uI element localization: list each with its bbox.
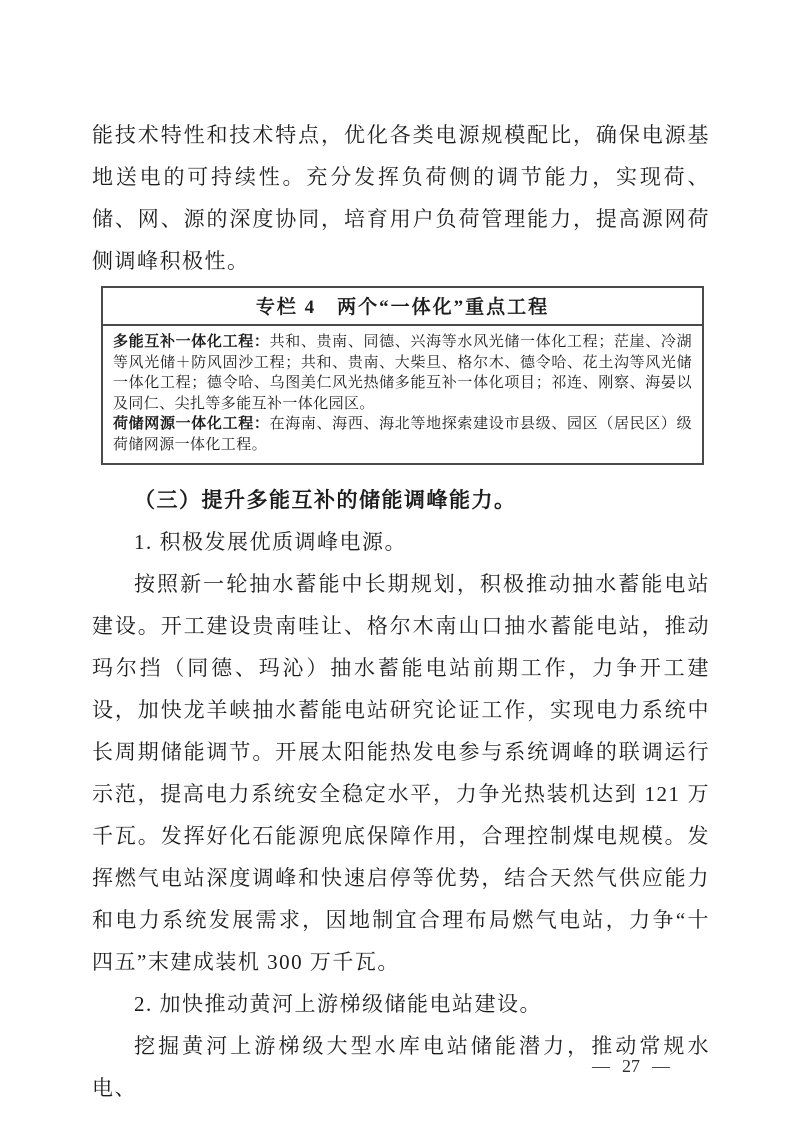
feature-box-title: 专栏 4 两个“一体化”重点工程 [103, 288, 702, 326]
paragraph-continuation: 能技术特性和技术特点，优化各类电源规模配比，确保电源基地送电的可持续性。充分发挥负荷侧的调节能力，实现荷、储、网、源的深度协同，培育用户负荷管理能力，提高源网荷侧调峰积极性。 [92, 123, 710, 273]
subheading-2: 2. 加快推动黄河上游梯级储能电站建设。 [134, 992, 542, 1016]
box-item-load-storage [113, 414, 692, 455]
paragraph-1: 按照新一轮抽水蓄能中长期规划，积极推动抽水蓄能电站建设。开工建设贵南哇让、格尔木南山口抽水蓄能电站，推动玛尔挡（同德、玛沁）抽水蓄能电站前期工作，力争开工建设，加快龙羊峡抽水蓄能电站研究论证工作，实现电力系统中长周期储能调节。开展太阳能热发电参与系统调峰的联调运行示范，提高电力系统安全稳定水平，力争光热装机达到 121 万千瓦。发挥好化石能源兜底保障作用，合理控制煤电规模。发挥燃气电站深度调峰和快速启停等优势，结合天然气供应能力和电力系统发展需求，因地制宜合理布局燃气电站，力争“十四五”末建成装机 300 万千瓦。 [92, 572, 710, 974]
footer-right-dash: — [652, 1056, 670, 1076]
box-item-load-storage-text: 在海南、海西、海北等地探索建设市县级、园区（居民区）级荷储网源一体化工程。 [113, 416, 692, 453]
box-item-multi-energy-text: 共和、贵南、同德、兴海等水风光储一体化工程；茫崖、冷湖等风光储＋防风固沙工程；共和、贵南、大柴旦、格尔木、德令哈、花土沟等风光储一体化工程；德令哈、乌图美仁风光热储多能互补一体化项目；祁连、刚察、海晏以及同仁、尖扎等多能互补一体化园区。 [113, 334, 692, 412]
box-item-multi-energy [113, 332, 692, 414]
section-heading-3: （三）提升多能互补的储能调峰能力。 [134, 488, 517, 512]
feature-box-column-4 [101, 286, 704, 465]
box-item-multi-energy-label: 多能互补一体化工程： [113, 334, 270, 350]
footer-left-dash: — [592, 1056, 610, 1076]
page-number: 27 [622, 1056, 640, 1076]
feature-box-body [103, 326, 702, 463]
page-footer [586, 1056, 676, 1077]
box-item-load-storage-label: 荷储网源一体化工程： [113, 416, 270, 432]
paragraph-2: 挖掘黄河上游梯级大型水库电站储能潜力，推动常规水电、 [92, 1034, 710, 1100]
subheading-1: 1. 积极发展优质调峰电源。 [134, 530, 407, 554]
